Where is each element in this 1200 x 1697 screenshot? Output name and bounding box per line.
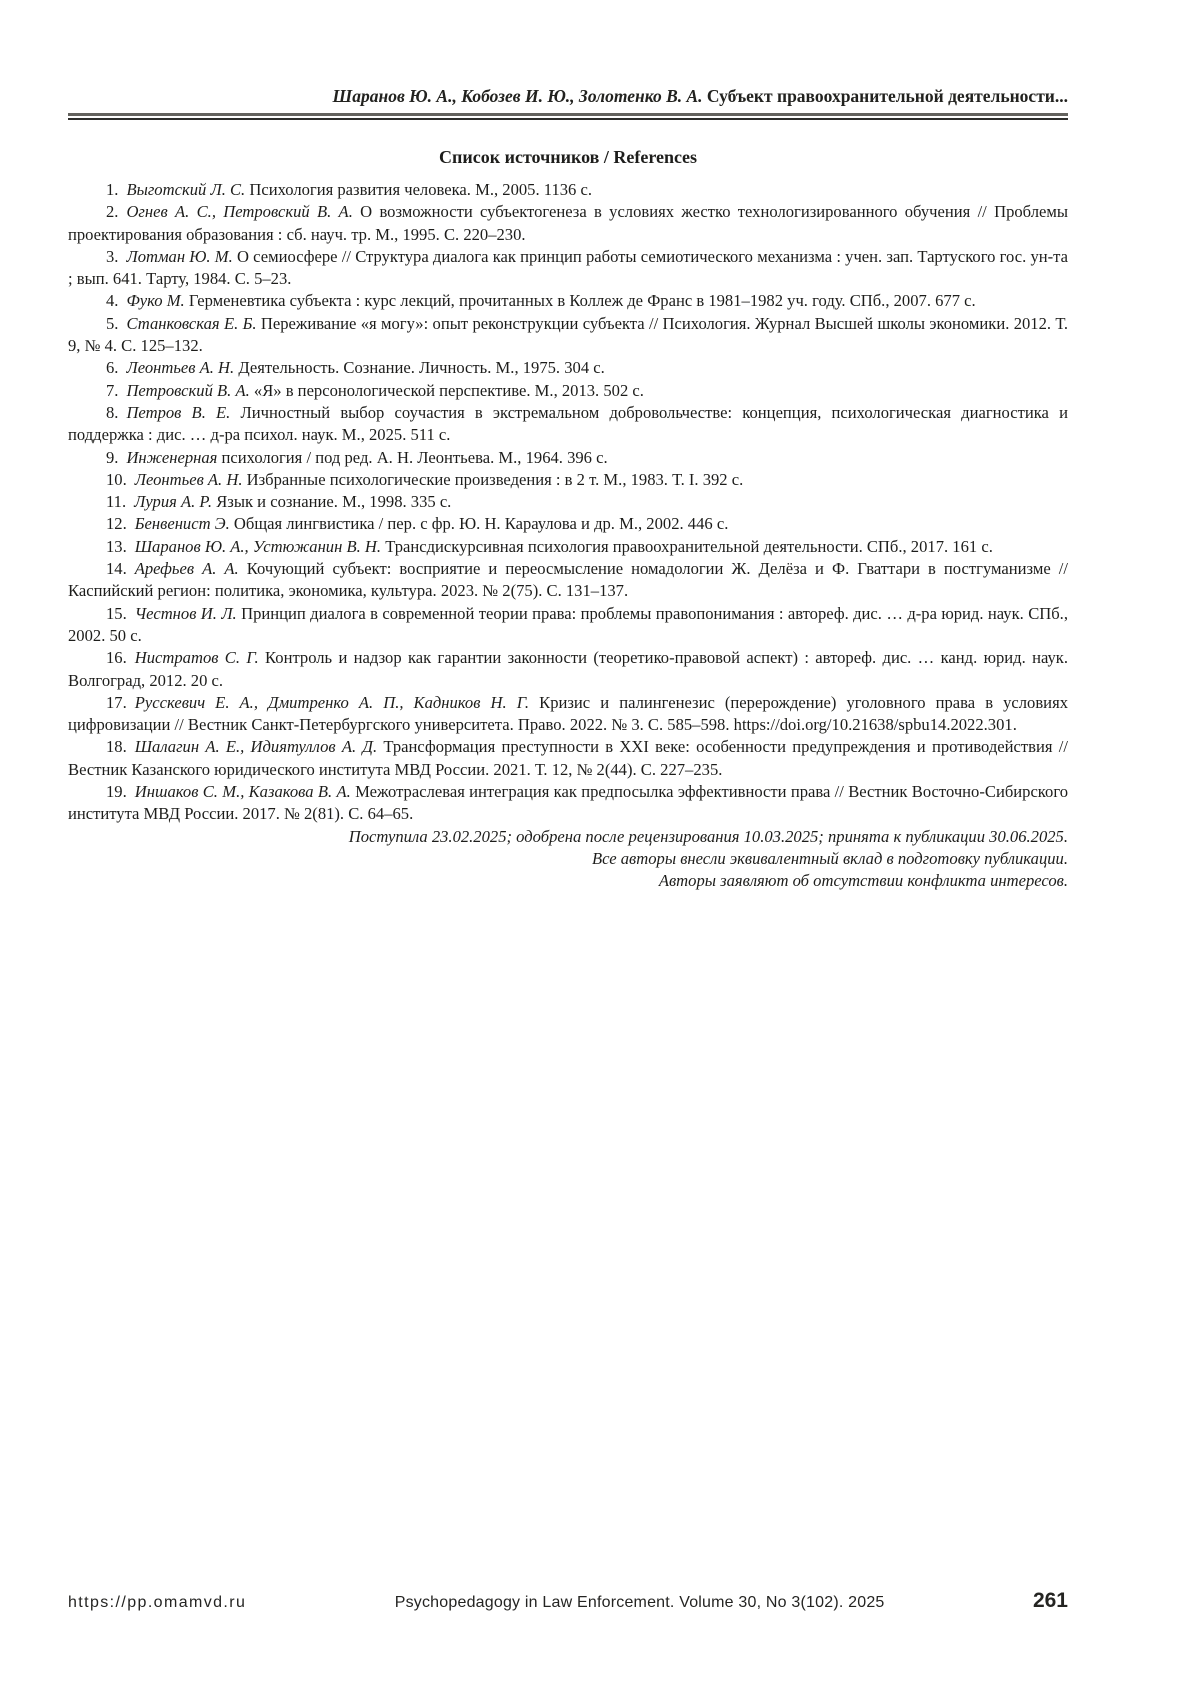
- reference-text: Кочующий субъект: восприятие и переосмысление номадологии Ж. Делёза и Ф. Гваттари в постгуманизме // Каспийский регион: политика, экономика, культура. 2023. № 2(75). С. 131–137.: [68, 559, 1068, 601]
- reference-authors: Лотман Ю. М.: [126, 246, 233, 266]
- reference-number: 16.: [106, 648, 127, 668]
- reference-text: Язык и сознание. М., 1998. 335 с.: [216, 492, 452, 512]
- reference-number: 19.: [106, 782, 127, 802]
- reference-text: Переживание «я могу»: опыт реконструкции субъекта // Психология. Журнал Высшей школы экономики. 2012. Т. 9, № 4. С. 125–132.: [68, 313, 1069, 356]
- reference-number: 10.: [106, 469, 127, 489]
- reference-item: [68, 469, 1068, 491]
- reference-number: 5.: [106, 313, 119, 333]
- reference-item: [68, 692, 1068, 737]
- reference-number: 15.: [106, 603, 127, 623]
- journal-url-link[interactable]: https://pp.omamvd.ru: [68, 1594, 247, 1611]
- reference-authors: Петров В. Е.: [126, 402, 231, 422]
- reference-number: 14.: [106, 559, 127, 579]
- reference-item: [68, 558, 1068, 603]
- reference-text: Принцип диалога в современной теории права: проблемы правопонимания : автореф. дис. … д-ра юрид. наук. СПб., 2002. 50 с.: [68, 603, 1068, 645]
- reference-text: Кризис и палингенезис (перерождение) уголовного права в условиях цифровизации // Вестник Санкт-Петербургского университета. Право. 2022. № 3. С. 585–598. https://doi.org/10.21638/spbu14.2022.301.: [68, 692, 1068, 735]
- reference-number: 6.: [106, 358, 119, 378]
- reference-text: Трансдискурсивная психология правоохранительной деятельности. СПб., 2017. 161 с.: [385, 536, 993, 556]
- reference-authors: Станковская Е. Б.: [126, 313, 257, 333]
- reference-number: 11.: [106, 492, 127, 512]
- reference-authors: Огнев А. С., Петровский В. А.: [126, 202, 353, 222]
- reference-number: 8.: [106, 402, 119, 422]
- reference-authors: Петровский В. А.: [126, 380, 250, 400]
- reference-authors: Честнов И. Л.: [134, 603, 237, 623]
- reference-authors: Лурия А. Р.: [134, 492, 213, 512]
- page-number: 261: [1032, 1589, 1068, 1612]
- reference-number: 17.: [106, 692, 127, 712]
- reference-text: О возможности субъектогенеза в условиях жестко технологизированного обучения // Проблемы проектирования образования : сб. науч. тр. М., 1995. С. 220–230.: [68, 202, 1068, 244]
- reference-text: Личностный выбор соучастия в экстремальном добровольчестве: концепция, психологическая диагностика и поддержка : дис. … д-ра психол. наук. М., 2025. 511 с.: [68, 402, 1068, 445]
- closing-line: Поступила 23.02.2025; одобрена после рецензирования 10.03.2025; принята к публикации 30.06.2025.: [348, 826, 1068, 846]
- reference-text: Избранные психологические произведения : в 2 т. М., 1983. Т. I. 392 с.: [246, 469, 744, 489]
- journal-info: Psychopedagogy in Law Enforcement. Volume 30, No 3(102). 2025: [394, 1594, 885, 1611]
- running-header: [68, 0, 1068, 107]
- reference-item: [68, 447, 1068, 469]
- reference-authors: Бенвенист Э.: [134, 514, 230, 534]
- reference-text: О семиосфере // Структура диалога как принцип работы семиотического механизма : учен. зап. Тартуского гос. ун-та ; вып. 641. Тарту, 1984. С. 5–23.: [68, 246, 1068, 289]
- reference-number: 1.: [106, 180, 119, 199]
- running-header-authors: Шаранов Ю. А., Кобозев И. Ю., Золотенко В. А.: [332, 86, 703, 106]
- reference-authors: Нистратов С. Г.: [134, 648, 259, 668]
- reference-authors: Иншаков С. М., Казакова В. А.: [134, 782, 351, 802]
- reference-text: Общая лингвистика / пер. с фр. Ю. Н. Караулова и др. М., 2002. 446 с.: [233, 514, 729, 534]
- header-rule: [68, 113, 1068, 120]
- reference-item: [68, 513, 1068, 535]
- running-header-title: Субъект правоохранительной деятельности...: [706, 86, 1068, 106]
- reference-authors: Фуко М.: [126, 291, 185, 311]
- reference-item: [68, 246, 1068, 291]
- reference-item: [68, 290, 1068, 312]
- reference-text: Контроль и надзор как гарантии законности (теоретико-правовой аспект) : автореф. дис. … канд. юрид. наук. Волгоград, 2012. 20 с.: [68, 648, 1068, 690]
- reference-number: 13.: [106, 536, 127, 556]
- reference-authors: Шаранов Ю. А., Устюжанин В. Н.: [134, 536, 382, 556]
- reference-authors: Инженерная: [126, 447, 218, 467]
- closing-line: Все авторы внесли эквивалентный вклад в подготовку публикации.: [591, 848, 1068, 868]
- reference-authors: Русскевич Е. А., Дмитренко А. П., Кадников Н. Г.: [134, 692, 530, 712]
- page-column: [68, 0, 1068, 893]
- reference-text: психология / под ред. А. Н. Леонтьева. М., 1964. 396 с.: [221, 447, 608, 467]
- page-footer: [68, 1589, 1068, 1613]
- reference-item: [68, 201, 1068, 246]
- reference-text: Трансформация преступности в XXI веке: особенности предупреждения и противодействия // Вестник Казанского юридического института МВД России. 2021. Т. 12, № 2(44). С. 227–235.: [68, 737, 1068, 779]
- reference-authors: Леонтьев А. Н.: [126, 358, 235, 378]
- reference-number: 18.: [106, 737, 127, 757]
- reference-item: [68, 536, 1068, 558]
- reference-item: [68, 313, 1068, 358]
- reference-text: Герменевтика субъекта : курс лекций, прочитанных в Коллеж де Франс в 1981–1982 уч. году. СПб., 2007. 677 с.: [188, 291, 976, 311]
- reference-number: 9.: [106, 447, 119, 467]
- reference-item: [68, 603, 1068, 648]
- reference-number: 2.: [106, 202, 119, 222]
- reference-item: [68, 647, 1068, 692]
- section-title: Список источников / References: [438, 147, 698, 167]
- reference-item: [68, 179, 1068, 201]
- reference-item: [68, 781, 1068, 826]
- reference-text: «Я» в персонологической перспективе. М., 2013. 502 с.: [253, 380, 644, 400]
- reference-authors: Леонтьев А. Н.: [134, 469, 243, 489]
- reference-authors: Шалагин А. Е., Идиятуллов А. Д.: [134, 737, 378, 757]
- reference-item: [68, 357, 1068, 379]
- reference-number: 3.: [106, 246, 119, 266]
- closing-notes: [68, 826, 1068, 893]
- reference-number: 7.: [106, 380, 119, 400]
- reference-text: Психология развития человека. М., 2005. 1136 с.: [249, 180, 593, 199]
- reference-number: 12.: [106, 514, 127, 534]
- closing-line: Авторы заявляют об отсутствии конфликта интересов.: [658, 871, 1068, 891]
- reference-item: [68, 380, 1068, 402]
- reference-text: Межотраслевая интеграция как предпосылка эффективности права // Вестник Восточно-Сибирского института МВД России. 2017. № 2(81). С. 64–65.: [68, 782, 1069, 824]
- reference-item: [68, 491, 1068, 513]
- reference-text: Деятельность. Сознание. Личность. М., 1975. 304 с.: [238, 358, 605, 378]
- reference-item: [68, 736, 1068, 781]
- reference-authors: Арефьев А. А.: [134, 559, 239, 579]
- reference-number: 4.: [106, 291, 119, 311]
- references-list: [68, 179, 1068, 826]
- reference-item: [68, 402, 1068, 447]
- reference-authors: Выготский Л. С.: [126, 180, 246, 199]
